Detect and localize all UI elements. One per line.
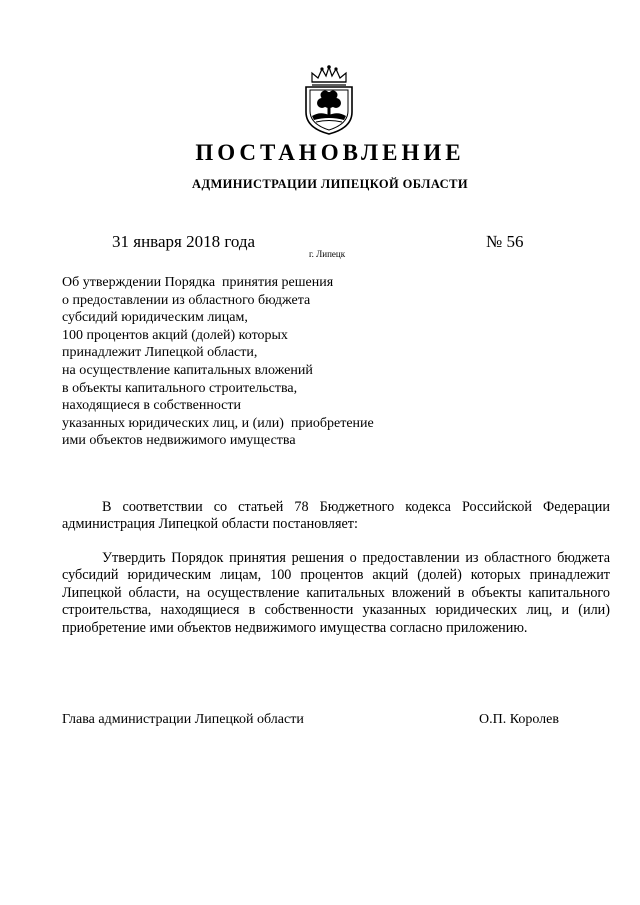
- subject-line: субсидий юридическим лицам,: [62, 310, 248, 326]
- coat-of-arms-icon: [298, 64, 360, 136]
- subject-line: принадлежит Липецкой области,: [62, 345, 258, 361]
- subject-line: находящиеся в собственности: [62, 398, 241, 414]
- body-paragraph-legal-basis: В соответствии со статьей 78 Бюджетного кодекса Российской Федерации администрация Липецкой области постановляет:: [62, 499, 610, 533]
- subject-line: о предоставлении из областного бюджета: [62, 292, 311, 308]
- body-paragraph-resolution: Утвердить Порядок принятия решения о предоставлении из областного бюджета субсидий юридическим лицам, 100 процентов акций (долей) которых принадлежит Липецкой области, на осуществление капитальных вложений в объекты капитального строительства, находящиеся в собственности указанных юридических лиц, и (или) приобретение ими объектов недвижимого имущества согласно приложению.: [62, 550, 610, 636]
- document-subject: [62, 274, 482, 450]
- subject-line: 100 процентов акций (долей) которых: [62, 327, 288, 343]
- subject-line: Об утверждении Порядка принятия решения: [62, 275, 334, 290]
- document-number: № 56: [486, 232, 524, 251]
- document-issuer: АДМИНИСТРАЦИИ ЛИПЕЦКОЙ ОБЛАСТИ: [192, 177, 468, 191]
- signatory-name: О.П. Королев: [479, 712, 559, 727]
- document-date: 31 января 2018 года: [112, 232, 256, 251]
- subject-line: ими объектов недвижимого имущества: [62, 433, 296, 449]
- document-title: ПОСТАНОВЛЕНИЕ: [195, 140, 465, 165]
- subject-line: на осуществление капитальных вложений: [62, 362, 313, 378]
- document-city: г. Липецк: [309, 249, 346, 259]
- subject-line: указанных юридических лиц, и (или) приобретение: [62, 415, 374, 431]
- signatory-position: Глава администрации Липецкой области: [62, 712, 304, 727]
- subject-line: в объекты капитального строительства,: [62, 380, 298, 396]
